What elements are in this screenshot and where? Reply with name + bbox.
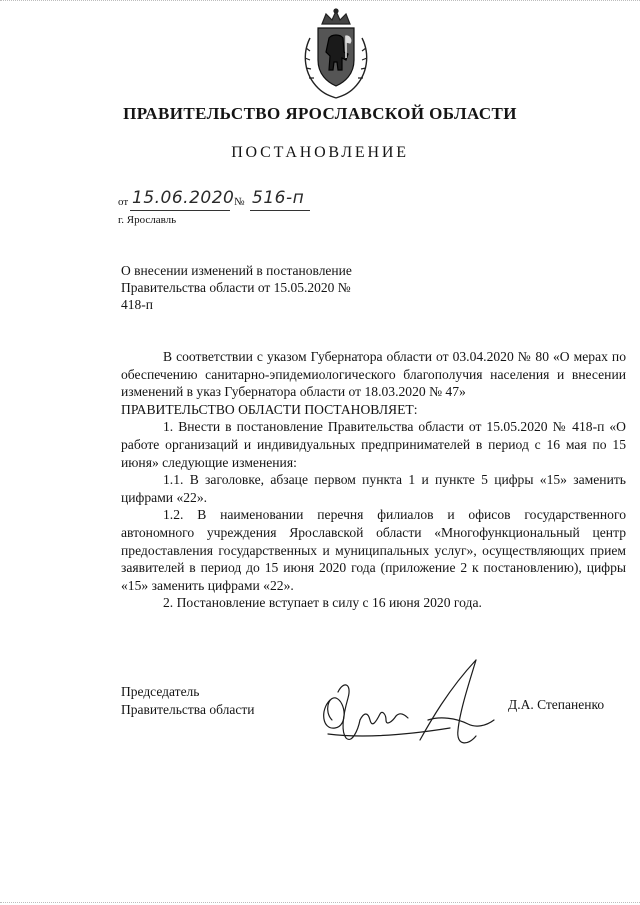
coat-of-arms-emblem [296,8,376,100]
government-title: ПРАВИТЕЛЬСТВО ЯРОСЛАВСКОЙ ОБЛАСТИ [123,104,517,123]
number-underline [250,209,310,211]
document-subject: О внесении изменений в постановление Правительства области от 15.05.2020 № 418-п [121,263,352,312]
date-underline [130,209,230,211]
item-1-1-paragraph: 1.1. В заголовке, абзаце первом пункта 1 и пункте 5 цифры «15» заменить цифрами «22». [121,472,626,505]
document-type: ПОСТАНОВЛЕНИЕ [231,144,409,161]
scan-edge-top [0,0,640,3]
number-prefix: № [234,196,245,208]
handwritten-number: 516-п [252,188,305,208]
item-2-paragraph: 2. Постановление вступает в силу с 16 июня 2020 года. [163,595,482,611]
item-1-paragraph: 1. Внести в постановление Правительства области от 15.05.2020 № 418-п «О работе организаций и индивидуальных предпринимателей в период с 16 мая по 15 июня» следующие изменения: [121,419,626,470]
city-label: г. Ярославль [118,214,177,226]
item-1-2-paragraph: 1.2. В наименовании перечня филиалов и офисов государственного автономного учреждения Ярославской области «Многофункциональный центр предоставления государственных и муниципальных услуг», осуществляющих прием заявителей в период до 15 июня 2020 года (приложение 2 к постановлению), цифры «15» заменить цифрами «22». [121,507,626,593]
document-body [121,348,626,612]
handwritten-signature [300,650,510,760]
preamble-paragraph: В соответствии с указом Губернатора области от 03.04.2020 № 80 «О мерах по обеспечению санитарно-эпидемиологического благополучия населения и внесении изменений в указ Губернатора области от 18.03.2020 № 47» [121,349,626,400]
handwritten-date: 15.06.2020 [132,188,235,208]
date-number-line [118,188,358,214]
scan-edge-bottom [0,900,640,903]
signatory-position [121,683,254,719]
resolves-heading: ПРАВИТЕЛЬСТВО ОБЛАСТИ ПОСТАНОВЛЯЕТ: [121,401,418,417]
position-line-1: Председатель [121,684,200,699]
date-prefix: от [118,196,129,208]
position-line-2: Правительства области [121,702,255,717]
signatory-name: Д.А. Степаненко [508,697,605,712]
